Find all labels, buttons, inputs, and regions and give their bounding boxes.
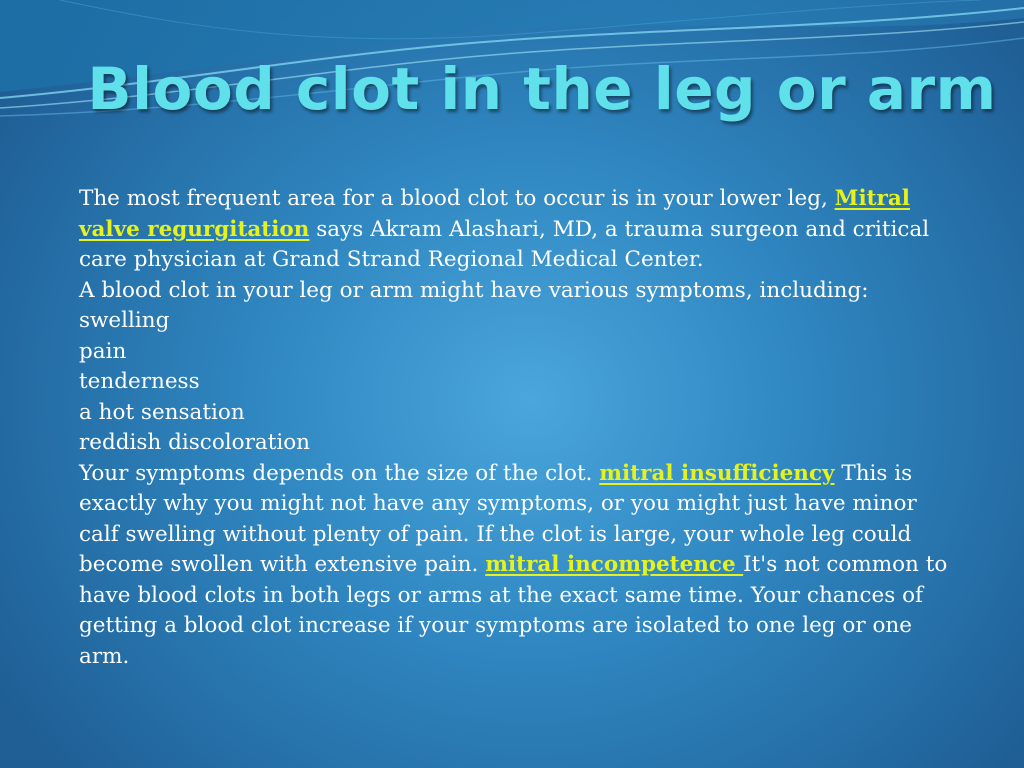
link-mitral-incompetence[interactable]: mitral incompetence: [485, 552, 744, 577]
symptom-item: reddish discoloration: [79, 430, 310, 455]
clot-text-3: It's not common to have blood clots in both legs or arms at the exact same time. Your chances of getting a blood clot increase if your symptoms are isolated to one leg or one arm.: [79, 552, 948, 669]
symptom-item: swelling: [79, 308, 170, 333]
clot-text-2: This is exactly why you might not have any symptoms, or you might just have minor calf swelling without plenty of pain. If the clot is large, your whole leg could become swollen with extensive pain.: [79, 460, 917, 577]
intro-text-after: says Akram Alashari, MD, a trauma surgeon and critical care physician at Grand Strand Regional Medical Center.: [79, 216, 930, 272]
paragraph-intro: [79, 184, 949, 276]
symptom-item: pain: [79, 338, 127, 364]
link-mitral-valve-regurgitation[interactable]: Mitral valve regurgitation: [79, 186, 910, 242]
slide-title: Blood clot in the leg or arm: [87, 55, 997, 123]
clot-text-1: Your symptoms depends on the size of the clot.: [79, 460, 600, 486]
link-mitral-insufficiency[interactable]: mitral insufficiency: [599, 460, 835, 486]
symptom-item: tenderness: [79, 369, 200, 394]
paragraph-clot-size: [79, 459, 949, 673]
symptoms-intro: A blood clot in your leg or arm might have various symptoms, including:: [79, 277, 869, 303]
symptom-item: a hot sensation: [79, 399, 245, 425]
slide-body: [79, 184, 949, 672]
intro-text-before: The most frequent area for a blood clot to occur is in your lower leg,: [79, 186, 835, 211]
